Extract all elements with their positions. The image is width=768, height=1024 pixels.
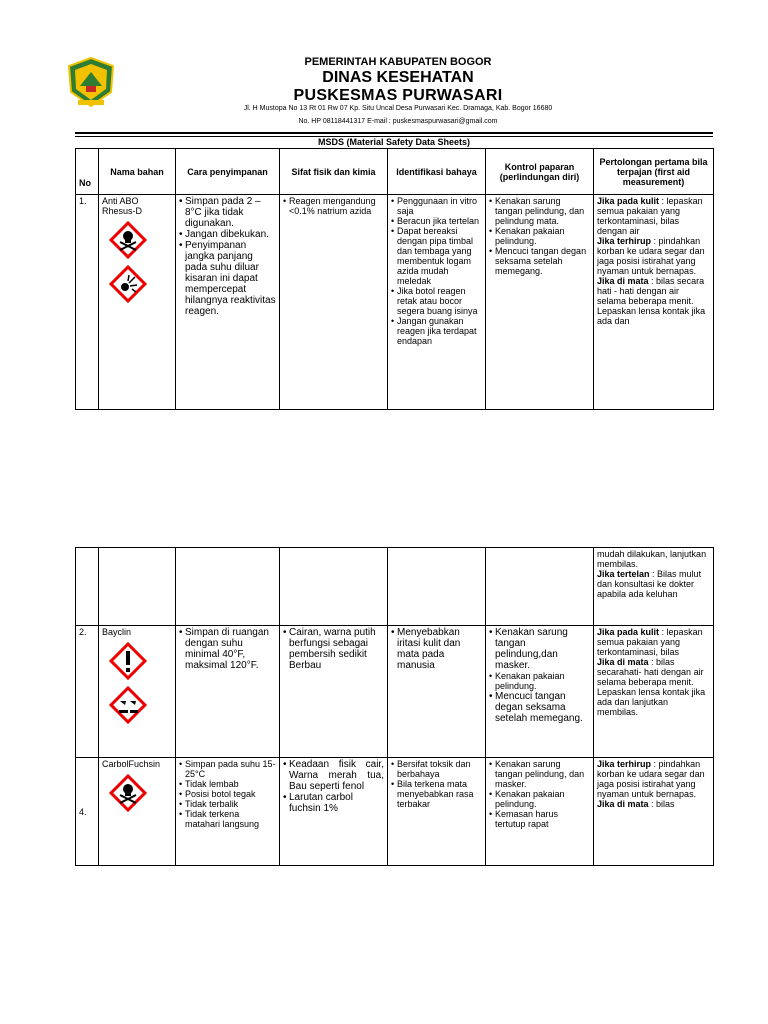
storage-cell [176,626,280,758]
material-name: Anti ABO Rhesus-D [102,196,143,216]
first-aid-text: : bilas secarahati- hati dengan air selama beberapa menit. Lepaskan lensa kontak jika ada dan lanjutkan membilas. [597,657,706,717]
col-nama-header: Nama bahan [99,149,176,195]
list-item: • Simpan pada 2 – 8°C jika tidak digunakan. [179,196,276,229]
first-aid-label: Jika di mata [597,276,649,286]
properties-cell [280,626,388,758]
first-aid-label: Jika pada kulit [597,196,660,206]
row-number: 4. [76,758,99,866]
list-item: • Tidak terkena matahari langsung [179,809,276,829]
list-item: • Simpan di ruangan dengan suhu minimal 40°F, maksimal 120°F. [179,627,276,671]
first-aid-cell [594,626,714,758]
list-item: • Tidak lembab [179,779,276,789]
list-item: • Dapat bereaksi dengan pipa timbal dan tembaga yang membentuk logam azida mudah meledak [391,226,482,286]
hazard-cell [388,195,486,410]
table-row [76,195,714,410]
list-item: • Beracun jika tertelan [391,216,482,226]
list-item: • Mencuci tangan degan seksama setelah memegang. [489,246,590,276]
corrosion-icon [108,685,148,725]
material-cell [99,758,176,866]
first-aid-text: : bilas secara hati - hati dengan air selama beberapa menit. Lepaskan lensa kontak jika ada dan [597,276,706,326]
msds-table-page-part-1 [75,148,714,410]
first-aid-label: Jika terhirup [597,759,652,769]
empty-cell [99,548,176,626]
empty-cell [486,548,594,626]
header-divider [75,132,713,134]
list-item: • Tidak terbalik [179,799,276,809]
list-item: • Bersifat toksik dan berbahaya [391,759,482,779]
properties-cell [280,195,388,410]
list-item: • Jangan gunakan reagen jika terdapat endapan [391,316,482,346]
list-item: • Larutan carbol fuchsin 1% [283,792,384,814]
list-item: • Penyimpanan jangka panjang pada suhu diluar kisaran ini dapat mempercepat hilangnya reaktivitas reagen. [179,240,276,317]
exploding-bomb-icon [108,264,148,304]
table-header-row [76,149,714,195]
government-name: PEMERINTAH KABUPATEN BOGOR [304,56,492,68]
row-number: 1. [76,195,99,410]
material-cell [99,626,176,758]
first-aid-text: : pindahkan korban ke udara segar dan jaga posisi istirahat yang nyaman untuk bernapas. [597,759,705,799]
list-item: • Kenakan pakaian pelindung. [489,226,590,246]
exposure-control-cell [486,626,594,758]
list-item: • Menyebabkan iritasi kulit dan mata pada manusia [391,627,482,671]
address: Jl. H Mustopa No 13 Rt 01 Rw 07 Kp. Situ Uncal Desa Purwasari Kec. Dramaga, Kab. Bogor 16680 [243,105,553,112]
first-aid-label: Jika di mata [597,799,649,809]
list-item: • Posisi botol tegak [179,789,276,799]
material-name: Bayclin [102,627,132,637]
list-item: • Bila terkena mata menyebabkan rasa terbakar [391,779,482,809]
first-aid-label: Jika tertelan [597,569,650,579]
row-number: 2. [76,626,99,758]
first-aid-text: : pindahkan korban ke udara segar dan jaga posisi istirahat yang nyaman untuk bernapas. [597,236,705,276]
table-row [76,758,714,866]
department-name: DINAS KESEHATAN [322,69,474,86]
storage-cell [176,195,280,410]
exclamation-mark-icon [108,641,148,681]
col-sifat-header: Sifat fisik dan kimia [280,149,388,195]
first-aid-text: : Bilas mulut dan konsultasi ke dokter apabila ada keluhan [597,569,702,599]
contact-info: No. HP 08118441317 E-mail : puskesmaspurwasari@gmail.com [298,118,498,125]
properties-cell [280,758,388,866]
col-pertolongan-header: Pertolongan pertama bila terpajan (first aid measurement) [594,149,714,195]
first-aid-label: Jika di mata [597,657,649,667]
first-aid-cell [594,195,714,410]
col-cara-header: Cara penyimpanan [176,149,280,195]
list-item: • Kenakan sarung tangan pelindung, dan masker. [489,759,590,789]
table-row [76,548,714,626]
list-item: • Cairan, warna putih berfungsi sebagai pembersih sedikit Berbau [283,627,384,671]
first-aid-cell [594,548,714,626]
list-item: • Reagen mengandung <0.1% natrium azida [283,196,384,216]
material-name: CarbolFuchsin [102,759,161,769]
list-item: • Kenakan sarung tangan pelindung,dan masker. [489,627,590,671]
document-title: MSDS (Material Safety Data Sheets) [317,137,471,147]
list-item: • Kenakan pakaian pelindung. [489,789,590,809]
col-no-header: No [76,149,99,195]
first-aid-text: : bilas [651,799,675,809]
col-identifikasi-header: Identifikasi bahaya [388,149,486,195]
empty-cell [76,548,99,626]
letterhead [0,0,768,135]
storage-cell [176,758,280,866]
list-item: • Mencuci tangan degan seksama setelah memegang. [489,691,590,724]
list-item: • Jangan dibekukan. [179,229,276,240]
material-cell [99,195,176,410]
table-row [76,626,714,758]
skull-crossbones-icon [108,773,148,813]
first-aid-label: Jika pada kulit [597,627,660,637]
first-aid-text: : lepaskan semua pakaian yang terkontaminasi, bilas dengan air [597,196,703,236]
list-item: • Kemasan harus tertutup rapat [489,809,590,829]
col-kontrol-header: Kontrol paparan (perlindungan diri) [486,149,594,195]
first-aid-label: Jika terhirup [597,236,652,246]
list-item: • Kenakan pakaian pelindung. [489,671,590,691]
first-aid-text: mudah dilakukan, lanjutkan membilas. [597,549,707,569]
list-item: • Penggunaan in vitro saja [391,196,482,216]
puskesmas-name: PUSKESMAS PURWASARI [293,87,503,104]
empty-cell [280,548,388,626]
empty-cell [176,548,280,626]
first-aid-cell [594,758,714,866]
empty-cell [388,548,486,626]
list-item: • Jika botol reagen retak atau bocor segera buang isinya [391,286,482,316]
exposure-control-cell [486,758,594,866]
first-aid-text: : lepaskan semua pakaian yang terkontaminasi, bilas [597,627,703,657]
msds-table-page-part-2 [75,547,714,866]
list-item: • Simpan pada suhu 15-25°C [179,759,276,779]
exposure-control-cell [486,195,594,410]
list-item: • Kenakan sarung tangan pelindung, dan pelindung mata. [489,196,590,226]
list-item: • Keadaan fisik cair, Warna merah tua, Bau seperti fenol [283,759,384,792]
skull-crossbones-icon [108,220,148,260]
hazard-cell [388,758,486,866]
hazard-cell [388,626,486,758]
